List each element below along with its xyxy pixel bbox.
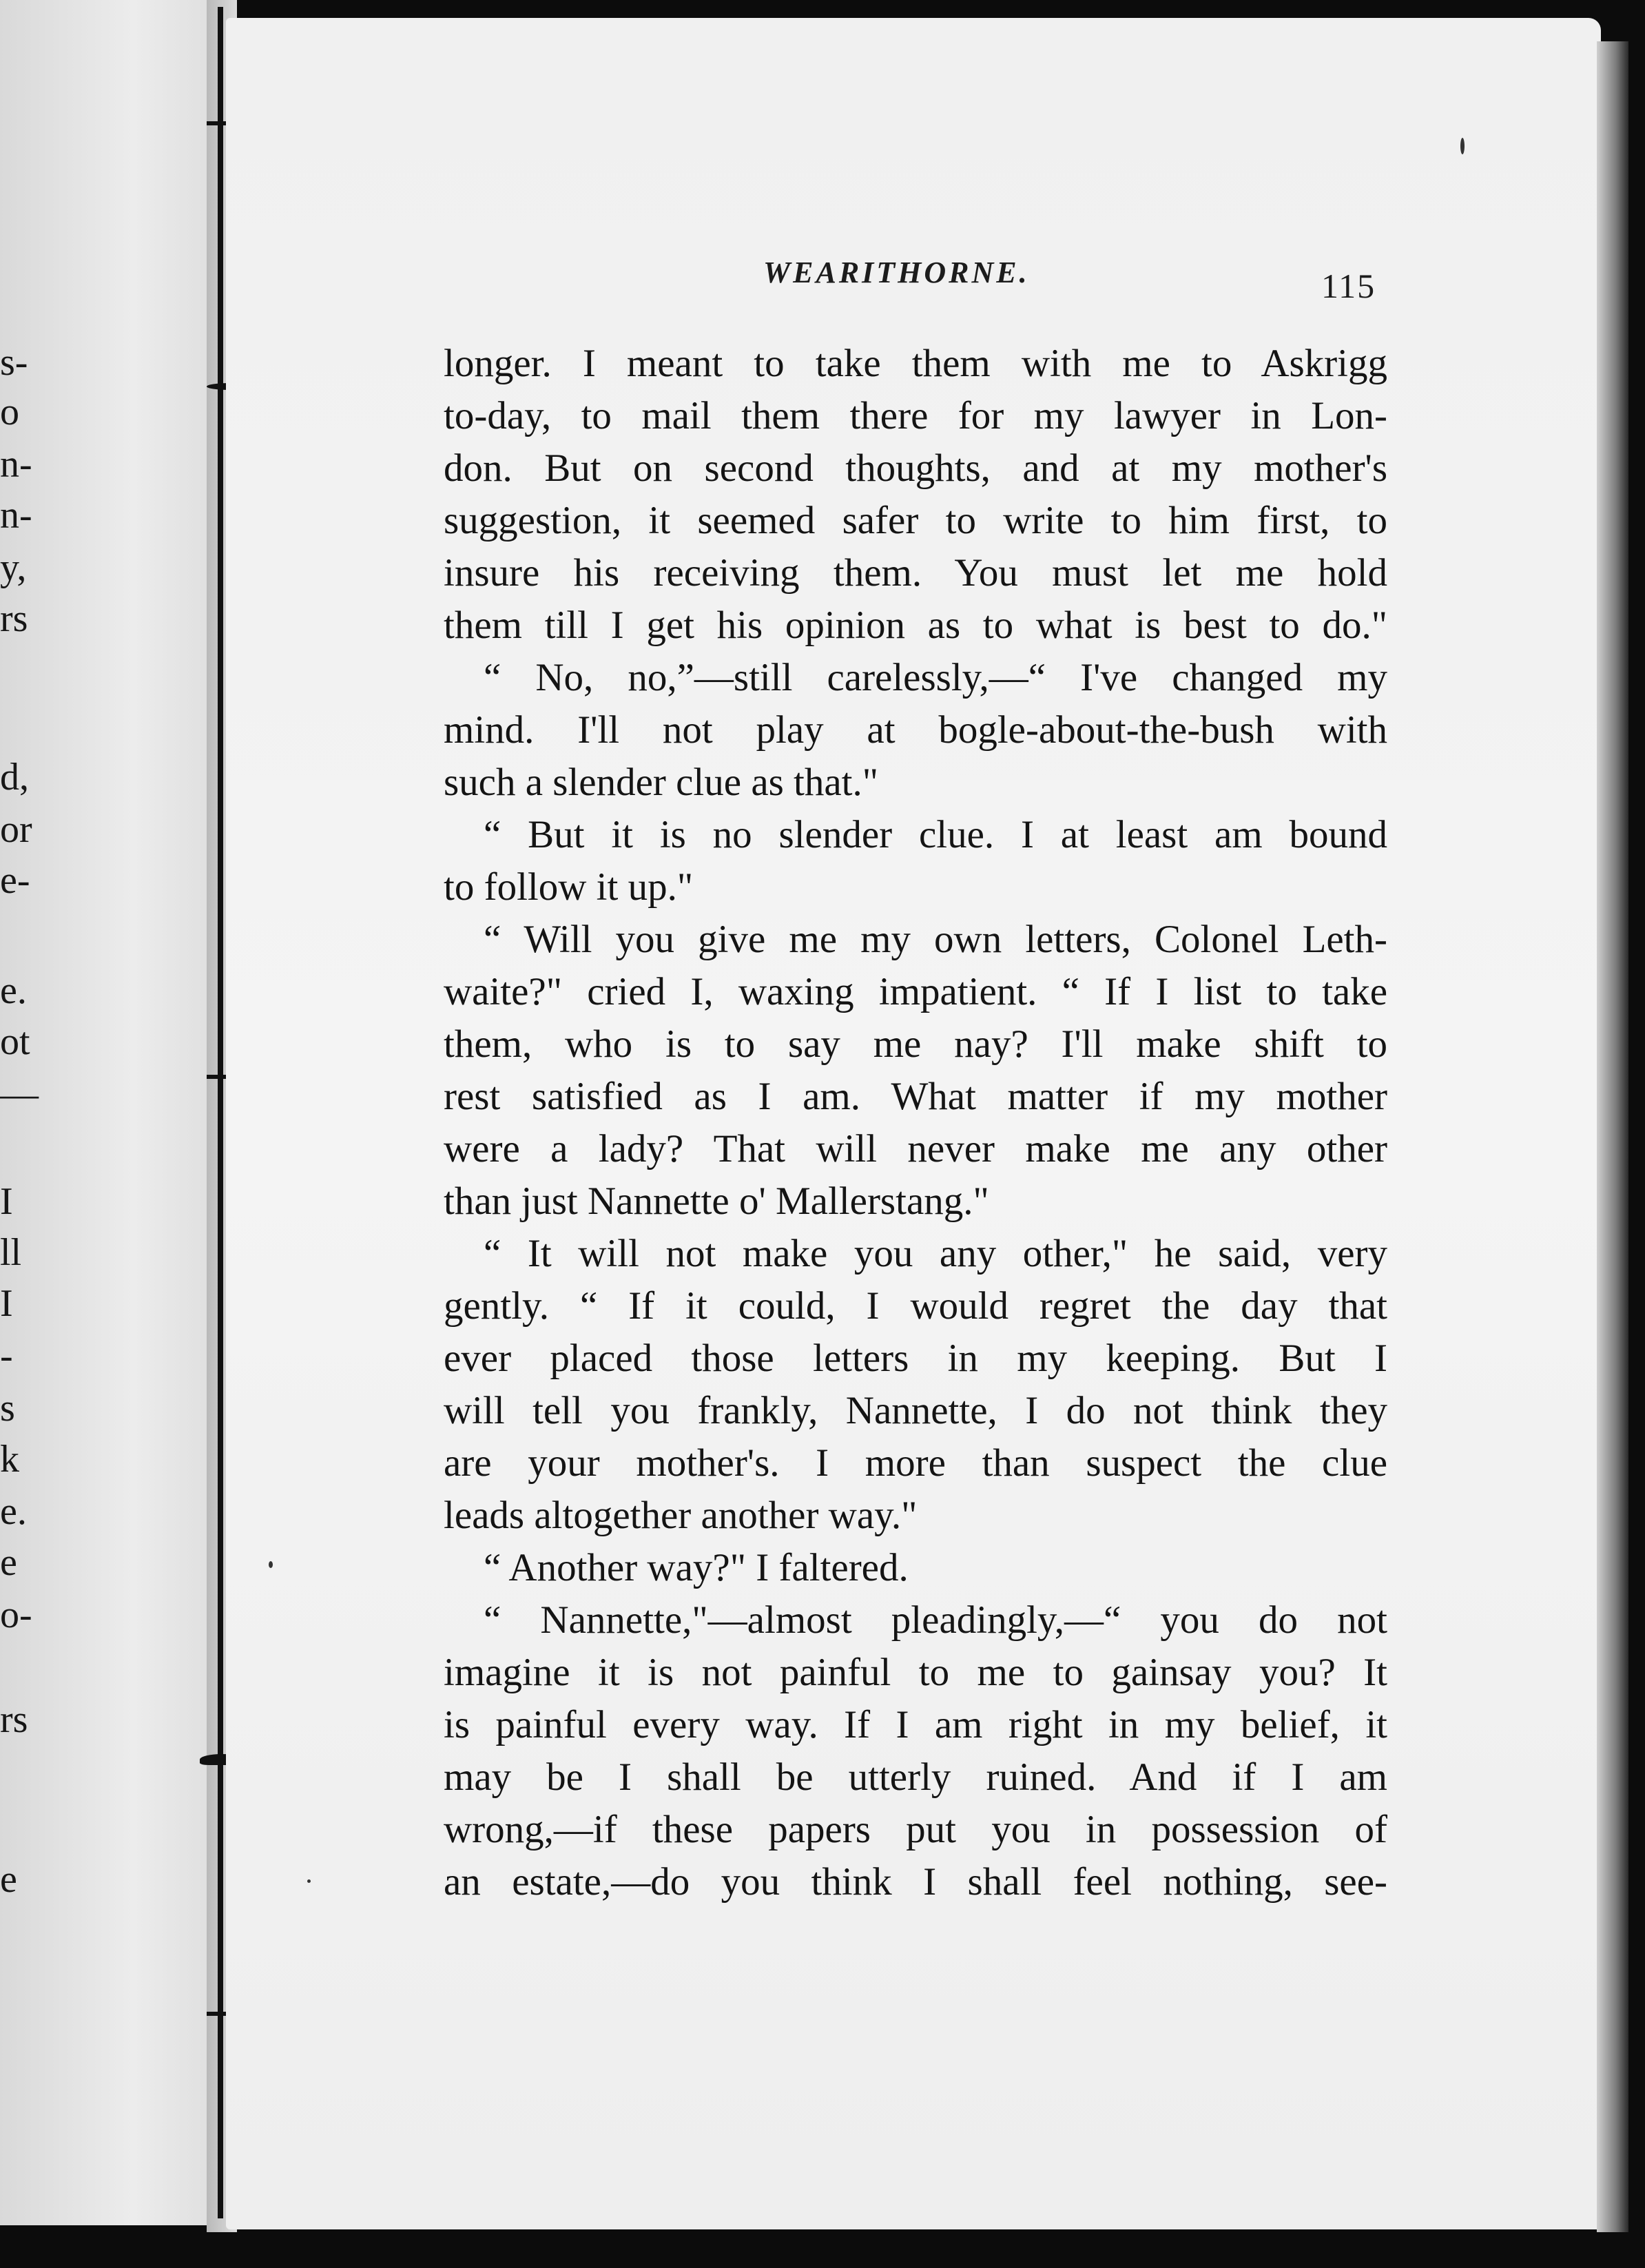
text-line: “ Nannette,"—almost pleadingly,—“ you do not (484, 1598, 1387, 1642)
text-line: were a lady? That will never make me any other (444, 1127, 1387, 1171)
text-line: such a slender clue as that." (444, 761, 879, 804)
left-page-fragment: e- (0, 859, 30, 902)
left-page-fragment: s (0, 1387, 15, 1430)
left-page-fragment: — (0, 1073, 39, 1115)
text-line: “ It will not make you any other," he said, very (484, 1232, 1387, 1275)
left-page-fragment: or (0, 808, 32, 851)
left-page-fragment: n- (0, 443, 32, 486)
left-page-fragment: d, (0, 756, 29, 798)
left-page-fragment: rs (0, 597, 28, 640)
text-line: than just Nannette o' Mallerstang." (444, 1179, 989, 1223)
text-line: to-day, to mail them there for my lawyer in Lon- (444, 394, 1387, 437)
left-page-fragment: e (0, 1541, 17, 1584)
left-page-fragment: ot (0, 1020, 30, 1063)
left-page-fragment: k (0, 1438, 19, 1481)
text-line: are your mother's. I more than suspect the clue (444, 1441, 1387, 1485)
page-number: 115 (1321, 267, 1376, 305)
text-line: them till I get his opinion as to what is best to do." (444, 604, 1387, 647)
text-line: may be I shall be utterly ruined. And if I am (444, 1755, 1387, 1799)
text-line: “ Another way?" I faltered. (484, 1546, 909, 1589)
text-line: insure his receiving them. You must let me hold (444, 551, 1387, 595)
left-page-fragment: e (0, 1858, 17, 1901)
running-head: WEARITHORNE. (763, 256, 1030, 289)
text-line: will tell you frankly, Nannette, I do not think they (444, 1389, 1387, 1432)
left-page-fragment: n- (0, 494, 32, 537)
text-line: leads altogether another way." (444, 1494, 918, 1537)
text-line: longer. I meant to take them with me to Askrigg (444, 342, 1387, 385)
body-text (444, 338, 1387, 1908)
text-line: them, who is to say me nay? I'll make shift to (444, 1022, 1387, 1066)
text-line: don. But on second thoughts, and at my mother's (444, 446, 1387, 490)
text-line: imagine it is not painful to me to gainsay you? It (444, 1651, 1387, 1694)
text-line: “ But it is no slender clue. I at least am bound (484, 813, 1387, 856)
text-line: to follow it up." (444, 865, 694, 909)
print-speck (307, 1879, 311, 1883)
left-page-fragment: o (0, 391, 19, 433)
print-speck (269, 1561, 273, 1568)
binding-thread (218, 7, 223, 2218)
text-line: ever placed those letters in my keeping. But I (444, 1337, 1387, 1380)
page-edge-shadow (1597, 41, 1628, 2232)
text-line: gently. “ If it could, I would regret the day that (444, 1284, 1387, 1328)
left-page-fragment: s- (0, 341, 28, 384)
text-line: waite?" cried I, waxing impatient. “ If I list to take (444, 970, 1387, 1013)
text-line: an estate,—do you think I shall feel nothing, see- (444, 1860, 1387, 1904)
text-line: “ Will you give me my own letters, Colonel Leth- (484, 918, 1387, 961)
left-page-fragment: e. (0, 969, 27, 1012)
text-line: rest satisfied as I am. What matter if my mother (444, 1075, 1387, 1118)
left-page-fragment: I (0, 1180, 13, 1223)
text-line: is painful every way. If I am right in my belief, it (444, 1703, 1387, 1746)
left-page-fragment: rs (0, 1698, 28, 1741)
left-page-fragment: e. (0, 1490, 27, 1533)
text-line: wrong,—if these papers put you in possession of (444, 1808, 1387, 1851)
left-page-fragment: o- (0, 1594, 32, 1636)
left-page (0, 0, 222, 2225)
left-page-fragment: - (0, 1334, 13, 1377)
left-page-fragment: y, (0, 546, 27, 589)
left-page-fragment: ll (0, 1231, 22, 1274)
print-speck (1460, 138, 1465, 154)
text-line: mind. I'll not play at bogle-about-the-bush with (444, 708, 1387, 752)
text-line: “ No, no,”—still carelessly,—“ I've changed my (484, 656, 1387, 699)
text-line: suggestion, it seemed safer to write to him first, to (444, 499, 1387, 542)
left-page-fragment: I (0, 1282, 13, 1325)
